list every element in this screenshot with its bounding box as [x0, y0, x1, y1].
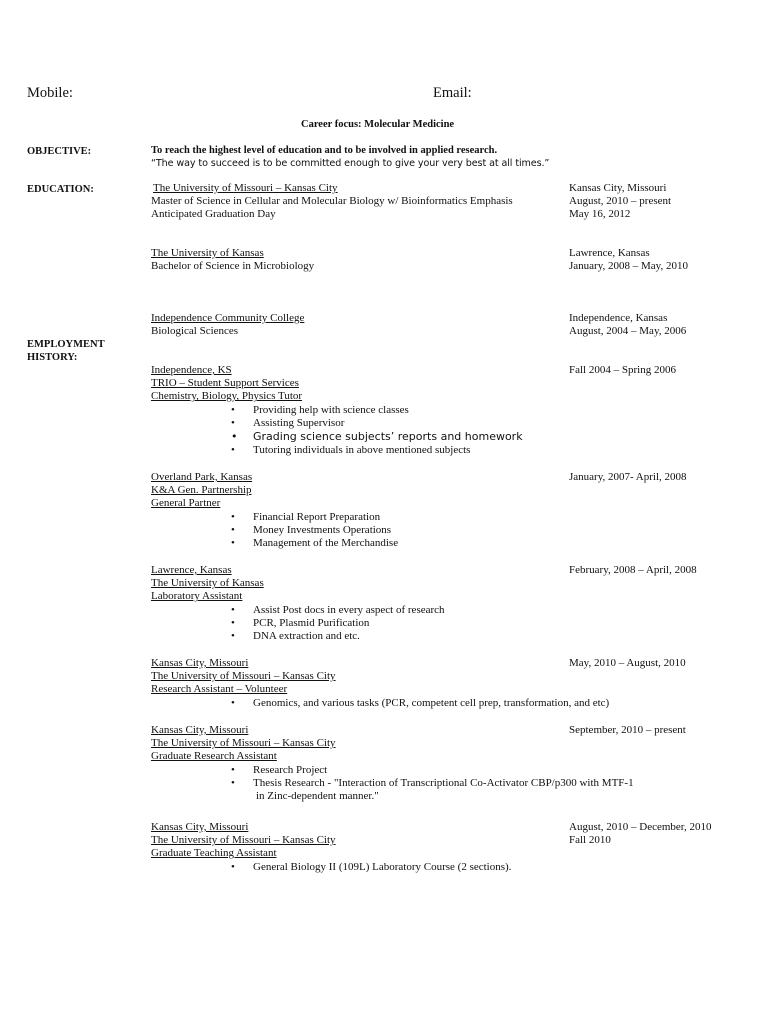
job-place: Kansas City, Missouri	[151, 724, 249, 736]
objective-text	[151, 144, 549, 170]
job-place: Independence, KS	[151, 364, 232, 376]
education-graduation-date: May 16, 2012	[569, 208, 631, 221]
job-bullets	[151, 404, 523, 458]
job-4	[151, 657, 609, 710]
job-bullet: • PCR, Plasmid Purification	[151, 617, 445, 630]
education-school: Independence Community College	[151, 312, 305, 324]
job-5	[151, 724, 634, 804]
job-bullet: • DNA extraction and etc.	[151, 630, 445, 643]
job-bullet: • Thesis Research - "Interaction of Transcriptional Co-Activator CBP/p300 with MTF-1	[151, 777, 634, 790]
job-bullet: • Management of the Merchandise	[151, 537, 398, 550]
education-date: August, 2004 – May, 2006	[569, 325, 687, 338]
job-place: Overland Park, Kansas	[151, 471, 253, 483]
education-entry-1	[151, 182, 513, 222]
objective-label: OBJECTIVE:	[27, 146, 92, 157]
education-entry-3	[151, 312, 304, 338]
job-6	[151, 821, 511, 874]
email-label: Email:	[433, 85, 472, 101]
education-entry-1-meta	[569, 182, 671, 222]
job-bullet: • Tutoring individuals in above mentioned subjects	[151, 444, 523, 457]
education-entry-2	[151, 247, 314, 273]
job-4-date: May, 2010 – August, 2010	[569, 657, 686, 669]
job-title: General Partner	[151, 497, 221, 510]
education-degree: Biological Sciences	[151, 325, 239, 338]
job-1-date: Fall 2004 – Spring 2006	[569, 364, 676, 376]
job-org: The University of Missouri – Kansas City	[151, 834, 336, 847]
education-location: Lawrence, Kansas	[569, 247, 650, 259]
job-place: Lawrence, Kansas	[151, 564, 232, 576]
employment-label-line: HISTORY:	[27, 352, 78, 363]
objective-line: To reach the highest level of education and to be involved in applied research.	[151, 145, 498, 156]
education-date: January, 2008 – May, 2010	[569, 260, 688, 273]
job-bullet: • Financial Report Preparation	[151, 511, 398, 524]
job-3-date: February, 2008 – April, 2008	[569, 564, 697, 576]
job-date: August, 2010 – December, 2010	[569, 821, 712, 833]
job-5-date: September, 2010 – present	[569, 724, 686, 736]
education-degree: Bachelor of Science in Microbiology	[151, 260, 315, 273]
employment-label-line: EMPLOYMENT	[27, 339, 105, 350]
education-degree: Master of Science in Cellular and Molecular Biology w/ Bioinformatics Emphasis	[151, 195, 513, 208]
job-org: TRIO – Student Support Services	[151, 377, 299, 390]
employment-label	[27, 338, 105, 364]
job-title: Chemistry, Biology, Physics Tutor	[151, 390, 303, 403]
job-title: Graduate Teaching Assistant	[151, 847, 277, 860]
job-bullet: • Money Investments Operations	[151, 524, 398, 537]
job-bullet: • Assisting Supervisor	[151, 417, 523, 430]
education-label: EDUCATION:	[27, 184, 94, 195]
job-title: Laboratory Assistant	[151, 590, 243, 603]
job-bullets	[151, 511, 398, 551]
job-bullet-continuation: in Zinc-dependent manner."	[256, 790, 379, 803]
objective-quote: “The way to succeed is to be committed enough to give your very best at all times.”	[151, 158, 550, 170]
education-entry-3-meta	[569, 312, 686, 338]
education-location: Kansas City, Missouri	[569, 182, 667, 194]
education-school: The University of Kansas	[151, 247, 264, 259]
job-place: Kansas City, Missouri	[151, 657, 249, 669]
job-org: K&A Gen. Partnership	[151, 484, 252, 497]
job-org: The University of Missouri – Kansas City	[151, 737, 336, 750]
job-title: Graduate Research Assistant	[151, 750, 277, 763]
job-bullet: • Research Project	[151, 764, 634, 777]
job-bullet: • Grading science subjects’ reports and homework	[151, 430, 523, 443]
career-focus: Career focus: Molecular Medicine	[301, 119, 455, 130]
education-note: Anticipated Graduation Day	[151, 208, 276, 221]
job-2	[151, 471, 398, 551]
job-org: The University of Missouri – Kansas City	[151, 670, 336, 683]
job-bullets	[151, 697, 609, 710]
job-date: Fall 2010	[569, 834, 611, 847]
job-bullet: • Genomics, and various tasks (PCR, competent cell prep, transformation, and etc)	[151, 697, 609, 710]
mobile-label: Mobile:	[27, 85, 73, 101]
job-3	[151, 564, 445, 644]
job-bullets	[151, 604, 445, 644]
job-bullet: • Assist Post docs in every aspect of research	[151, 604, 445, 617]
job-org: The University of Kansas	[151, 577, 264, 590]
education-date: August, 2010 – present	[569, 195, 672, 208]
education-school: The University of Missouri – Kansas City	[153, 182, 338, 194]
job-place: Kansas City, Missouri	[151, 821, 249, 833]
job-bullets	[151, 764, 634, 791]
job-title: Research Assistant – Volunteer	[151, 683, 288, 696]
education-entry-2-meta	[569, 247, 688, 273]
job-bullet: • Providing help with science classes	[151, 404, 523, 417]
job-2-date: January, 2007- April, 2008	[569, 471, 687, 483]
education-location: Independence, Kansas	[569, 312, 668, 324]
job-bullets	[151, 861, 511, 874]
job-1	[151, 364, 523, 457]
job-6-meta	[569, 821, 712, 847]
job-bullet: • General Biology II (109L) Laboratory Course (2 sections).	[151, 861, 511, 874]
